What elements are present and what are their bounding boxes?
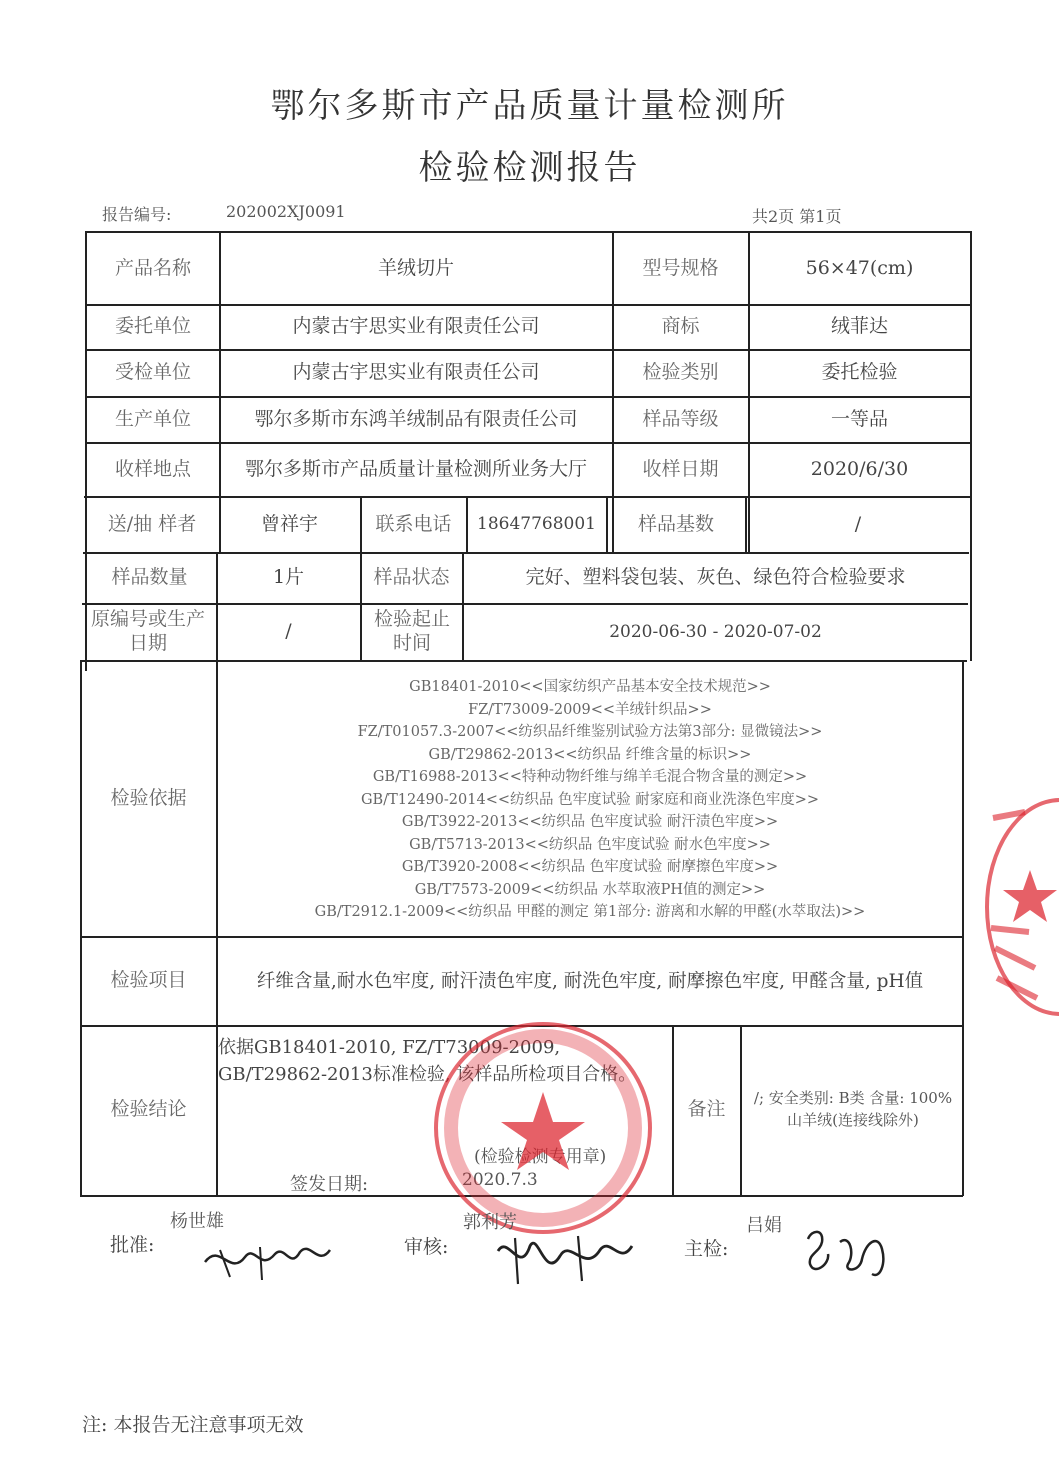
conclusion-text: 依据GB18401-2010, FZ/T73009-2009, GB/T29862-2013标准检验, 该样品所检项目合格。 [218, 1037, 637, 1085]
stamp-caption: (检验检测专用章) [474, 1147, 607, 1167]
basis-item: GB/T12490-2014<<纺织品 色牢度试验 耐家庭和商业洗涤色牢度>> [360, 791, 820, 808]
approve-signature [200, 1232, 340, 1292]
official-seal [434, 1022, 652, 1234]
site-label: 收样地点 [114, 457, 191, 480]
qty-label: 样品数量 [111, 566, 188, 589]
basis-item: GB/T3922-2013<<纺织品 色牢度试验 耐汗渍色牢度>> [401, 814, 779, 830]
conclusion-label: 检验结论 [110, 1098, 187, 1121]
issue-label: 签发日期: [290, 1174, 369, 1195]
inspected-unit: 内蒙古宇思实业有限责任公司 [292, 361, 540, 384]
check-label: 主检: [684, 1238, 729, 1260]
producer-label: 生产单位 [114, 407, 191, 430]
basis-item: FZ/T01057.3-2007<<纺织品纤维鉴别试验方法第3部分: 显微镜法>> [357, 724, 823, 740]
brand-label: 商标 [661, 315, 700, 338]
sample-base: / [854, 512, 862, 535]
orig-label: 原编号或生产日期 [90, 608, 205, 654]
model-label: 型号规格 [642, 256, 719, 279]
basis-item: GB/T29862-2013<<纺织品 纤维含量的标识>> [428, 746, 752, 763]
inspection-period: 2020-06-30 - 2020-07-02 [609, 621, 822, 642]
side-stamp-star-icon [985, 798, 1059, 1016]
basis-item: GB/T7573-2009<<纺织品 水萃取液PH值的测定>> [414, 881, 766, 898]
items-label: 检验项目 [110, 969, 187, 992]
product-name: 羊绒切片 [377, 256, 454, 279]
grade-label: 样品等级 [642, 407, 719, 430]
recv-date: 2020/6/30 [810, 457, 909, 480]
phone-label: 联系电话 [375, 512, 452, 535]
period-label: 检验起止时间 [373, 608, 450, 654]
issue-date: 2020.7.3 [462, 1170, 538, 1190]
receiving-site: 鄂尔多斯市产品质量计量检测所业务大厅 [244, 458, 587, 481]
basis-item: GB/T16988-2013<<特种动物纤维与绵羊毛混合物含量的测定>> [372, 769, 808, 785]
base-label: 样品基数 [637, 512, 714, 535]
remark-text: /; 安全类别: B类 含量: 100%山羊绒(连接线除外) [753, 1089, 953, 1129]
seal-star-icon [438, 1026, 648, 1230]
basis-item: GB/T5713-2013<<纺织品 色牢度试验 耐水色牢度>> [409, 836, 771, 853]
footer-note: 注: 本报告无注意事项无效 [82, 1414, 304, 1436]
inspected-label: 受检单位 [114, 361, 191, 384]
model: 56×47(cm) [805, 256, 914, 279]
report-no-label: 报告编号: [102, 205, 172, 224]
sender-label: 送/抽 样者 [107, 512, 197, 535]
basis-item: GB/T3920-2008<<纺织品 色牢度试验 耐摩擦色牢度>> [401, 859, 779, 875]
report-title: 检验检测报告 [418, 148, 641, 188]
remark-label: 备注 [687, 1098, 726, 1121]
sender: 曾祥宇 [260, 512, 318, 535]
approve-name: 杨世雄 [170, 1211, 224, 1232]
check-signature [800, 1224, 900, 1284]
review-label: 审核: [404, 1236, 449, 1258]
state-label: 样品状态 [373, 566, 450, 589]
phone: 18647768001 [477, 514, 596, 535]
product-name-label: 产品名称 [114, 256, 191, 279]
side-stamp [985, 798, 1059, 1016]
basis-label: 检验依据 [110, 786, 187, 809]
brand: 绒菲达 [830, 315, 888, 338]
client-label: 委托单位 [114, 315, 191, 338]
basis-list [218, 676, 962, 924]
basis-item: GB/T2912.1-2009<<纺织品 甲醛的测定 第1部分: 游离和水解的甲醛(水萃取法)>> [314, 904, 866, 920]
client: 内蒙古宇思实业有限责任公司 [292, 315, 540, 338]
basis-item: GB18401-2010<<国家纺织产品基本安全技术规范>> [409, 679, 771, 695]
producer: 鄂尔多斯市东鸿羊绒制品有限责任公司 [254, 407, 578, 430]
page-count: 共2页 第1页 [752, 207, 842, 226]
report-no: 202002XJ0091 [226, 202, 346, 221]
recv-date-label: 收样日期 [642, 457, 719, 480]
basis-item: FZ/T73009-2009<<羊绒针织品>> [468, 701, 712, 718]
review-name: 郭利芳 [463, 1212, 517, 1233]
category: 委托检验 [821, 361, 898, 384]
test-items: 纤维含量,耐水色牢度, 耐汗渍色牢度, 耐洗色牢度, 耐摩擦色牢度, 甲醛含量, pH值 [256, 971, 924, 993]
sample-qty: 1片 [272, 566, 305, 589]
check-name: 吕娟 [746, 1215, 782, 1236]
org-title: 鄂尔多斯市产品质量计量检测所 [270, 86, 789, 126]
orig-no: / [285, 620, 292, 643]
approve-label: 批准: [110, 1234, 155, 1256]
review-signature [490, 1226, 640, 1291]
grade: 一等品 [830, 407, 888, 430]
category-label: 检验类别 [642, 361, 719, 384]
sample-state: 完好、塑料袋包装、灰色、绿色符合检验要求 [525, 566, 906, 589]
